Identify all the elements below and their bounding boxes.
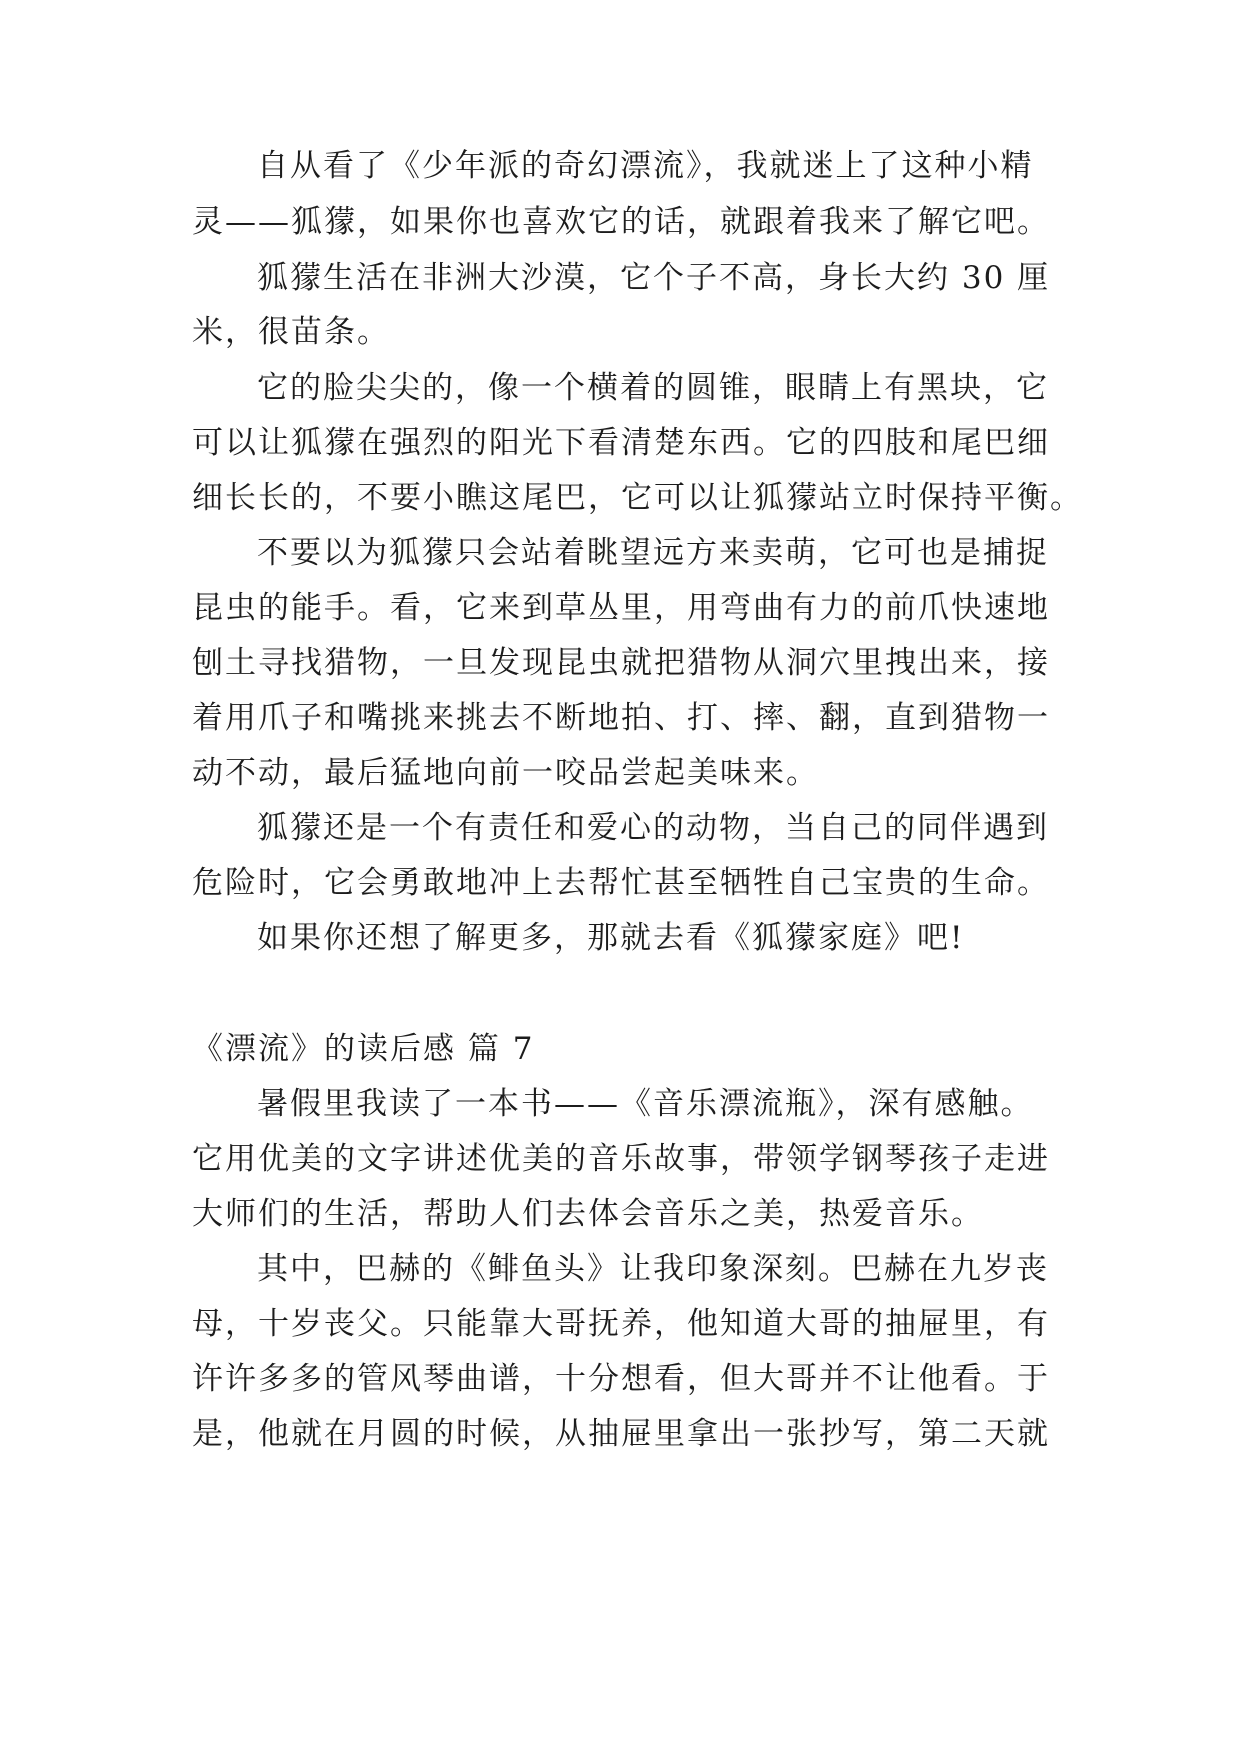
text-line: 昆虫的能手。看，它来到草丛里，用弯曲有力的前爪快速地 <box>192 590 1050 626</box>
section-heading: 《漂流》的读后感 篇 7 <box>192 1031 535 1067</box>
text-line: 灵——狐獴，如果你也喜欢它的话，就跟着我来了解它吧。 <box>192 204 1050 240</box>
text-line: 许许多多的管风琴曲谱，十分想看，但大哥并不让他看。于 <box>192 1361 1050 1397</box>
text-line: 危险时，它会勇敢地冲上去帮忙甚至牺牲自己宝贵的生命。 <box>192 865 1050 901</box>
text-line: 细长长的，不要小瞧这尾巴，它可以让狐獴站立时保持平衡。 <box>192 480 1083 516</box>
text-line: 着用爪子和嘴挑来挑去不断地拍、打、摔、翻，直到猎物一 <box>192 700 1050 736</box>
text-line: 它用优美的文字讲述优美的音乐故事，带领学钢琴孩子走进 <box>192 1141 1050 1177</box>
text-line: 是，他就在月圆的时候，从抽屉里拿出一张抄写，第二天就 <box>192 1416 1050 1452</box>
text-line: 不要以为狐獴只会站着眺望远方来卖萌，它可也是捕捉 <box>257 535 1049 571</box>
text-line: 其中，巴赫的《鲱鱼头》让我印象深刻。巴赫在九岁丧 <box>257 1251 1049 1287</box>
text-line: 暑假里我读了一本书——《音乐漂流瓶》，深有感触。 <box>257 1086 1034 1122</box>
text-line: 米，很苗条。 <box>192 314 390 350</box>
text-line: 可以让狐獴在强烈的阳光下看清楚东西。它的四肢和尾巴细 <box>192 425 1050 461</box>
text-line: 它的脸尖尖的，像一个横着的圆锥，眼睛上有黑块，它 <box>257 370 1049 406</box>
text-line: 大师们的生活，帮助人们去体会音乐之美，热爱音乐。 <box>192 1196 984 1232</box>
text-line: 刨土寻找猎物，一旦发现昆虫就把猎物从洞穴里拽出来，接 <box>192 645 1050 681</box>
text-line: 狐獴生活在非洲大沙漠，它个子不高，身长大约 30 厘 <box>257 260 1051 296</box>
text-line: 动不动，最后猛地向前一咬品尝起美味来。 <box>192 755 819 791</box>
text-line: 自从看了《少年派的奇幻漂流》，我就迷上了这种小精 <box>257 148 1034 184</box>
text-line: 如果你还想了解更多，那就去看《狐獴家庭》吧! <box>257 920 965 956</box>
text-line: 狐獴还是一个有责任和爱心的动物，当自己的同伴遇到 <box>257 810 1049 846</box>
text-line: 母，十岁丧父。只能靠大哥抚养，他知道大哥的抽屉里，有 <box>192 1306 1050 1342</box>
